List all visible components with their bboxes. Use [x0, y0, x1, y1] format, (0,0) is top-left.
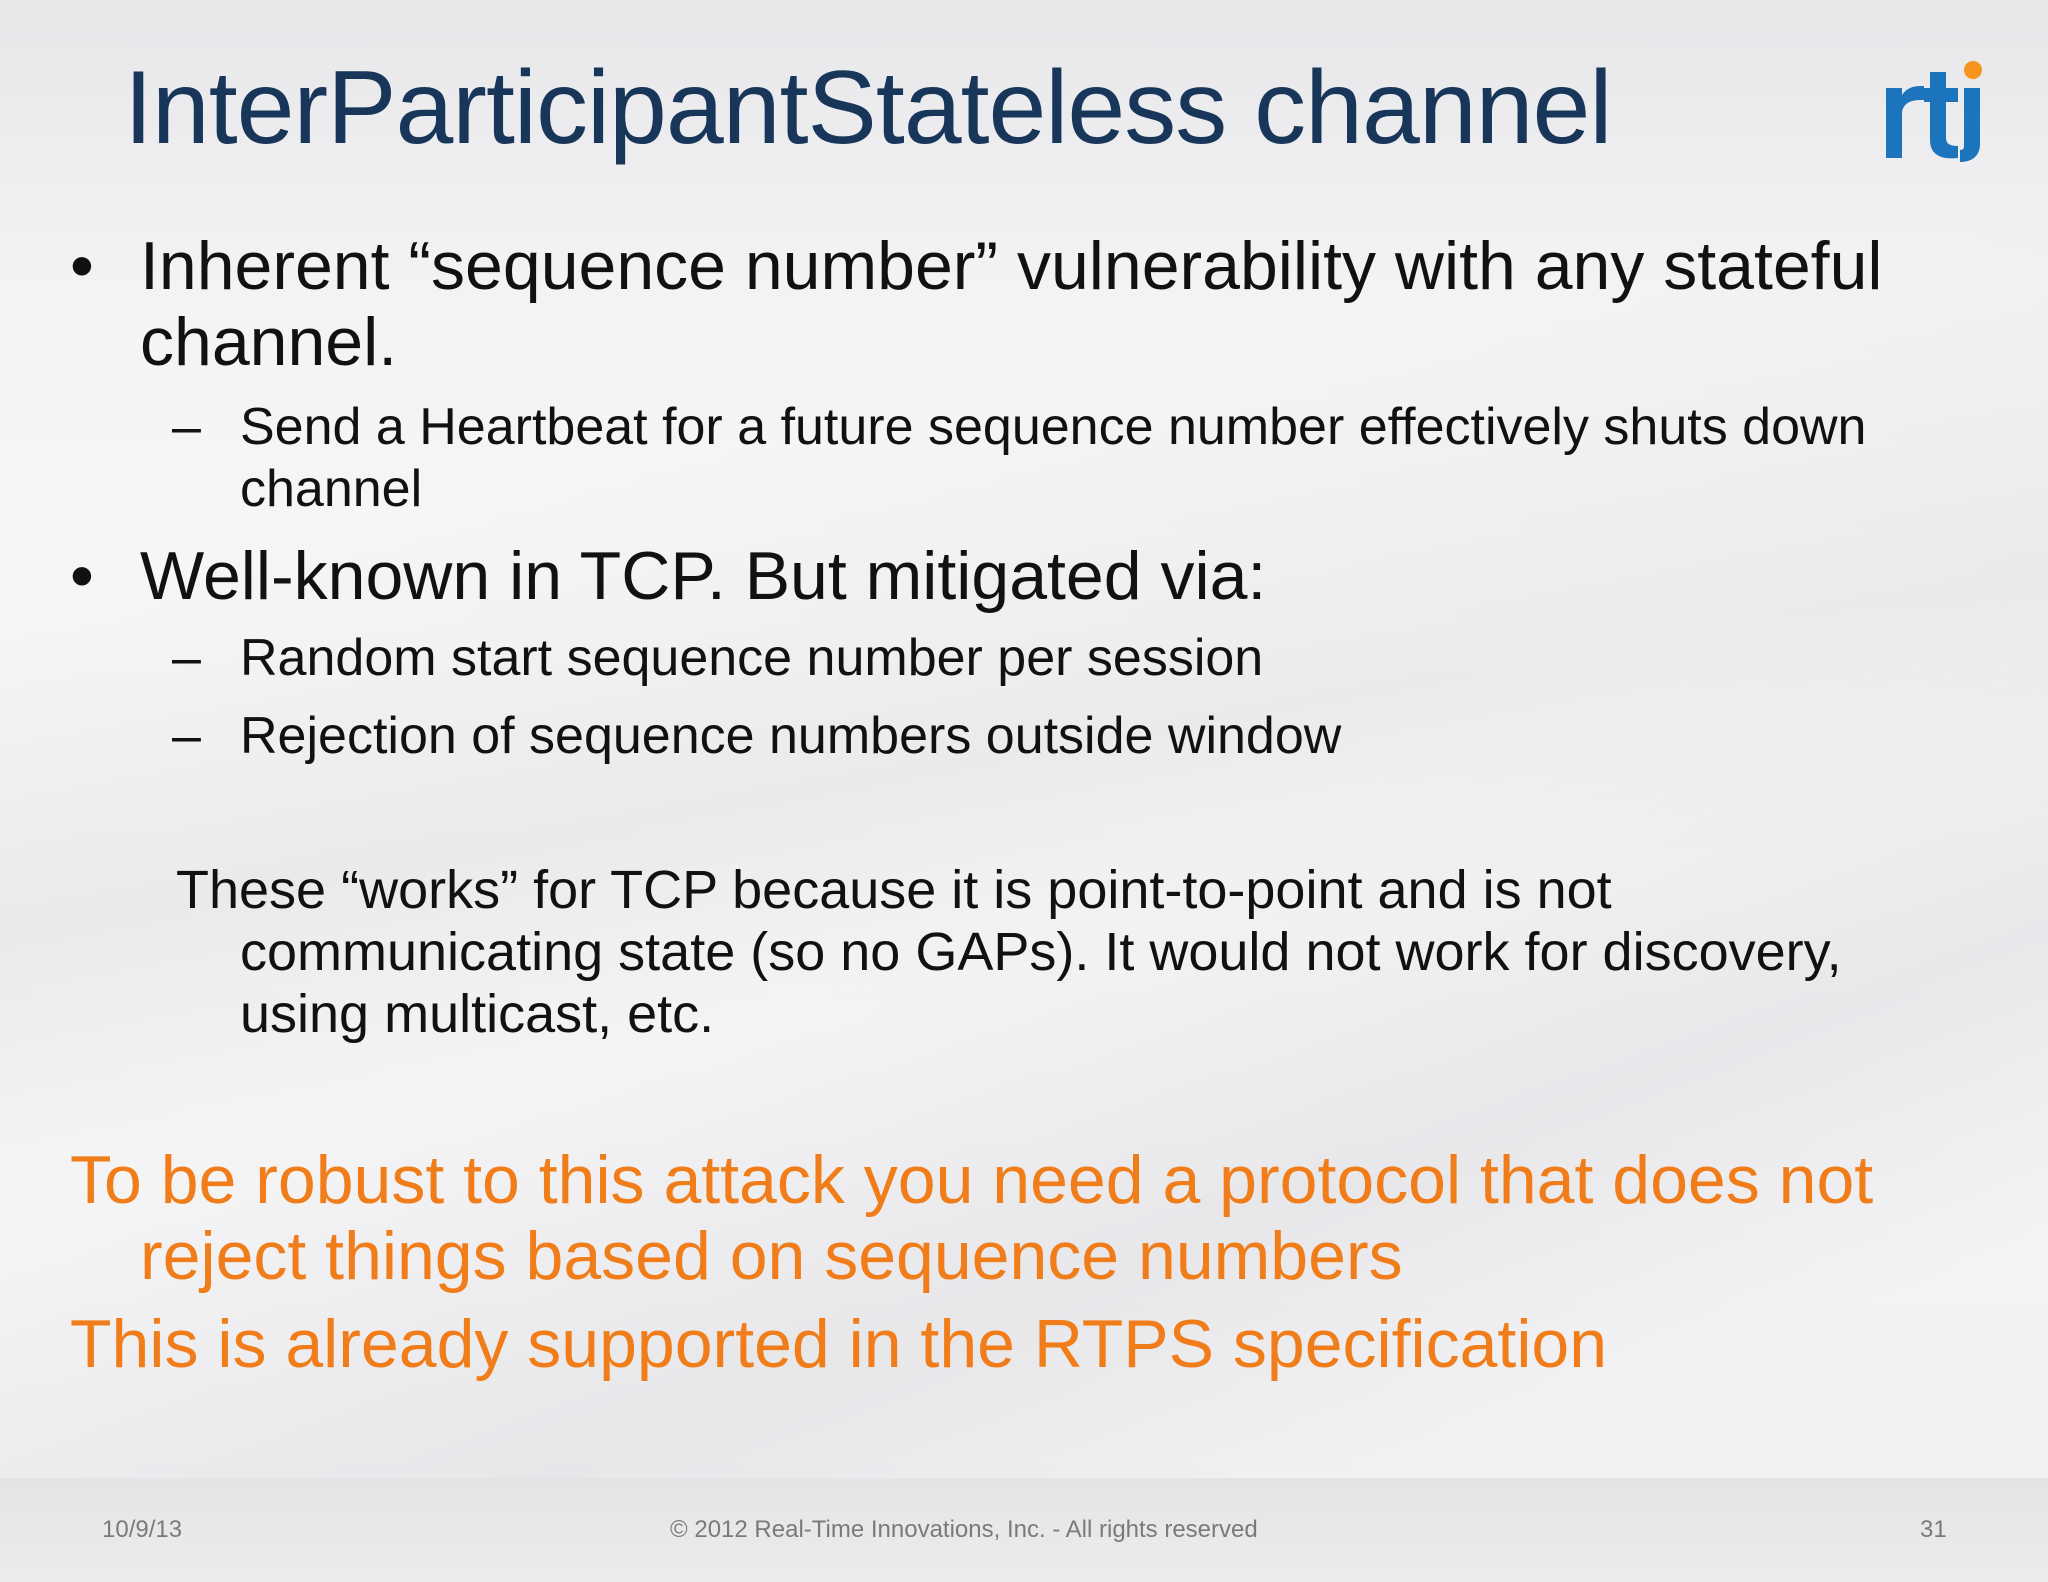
- bullet-glyph: •: [70, 228, 94, 304]
- dash-glyph: –: [172, 707, 201, 765]
- sub-bullet-text: Random start sequence number per session: [240, 629, 1264, 687]
- sub-bullet-item: [172, 396, 1940, 520]
- dash-glyph: –: [172, 398, 201, 456]
- rti-logo: [1880, 58, 1990, 162]
- sub-bullet-text: Send a Heartbeat for a future sequence number effectively shuts down channel: [240, 398, 1867, 518]
- sub-bullet-text: Rejection of sequence numbers outside window: [240, 707, 1342, 765]
- bullet-item: [70, 228, 1960, 380]
- footer-page-number: 31: [1920, 1516, 1947, 1543]
- dash-glyph: –: [172, 629, 201, 687]
- sub-bullet-item: [172, 705, 1940, 767]
- sub-bullet-item: [172, 627, 1940, 689]
- note-paragraph: These “works” for TCP because it is point-to-point and is not communicating state (so no GAPs). It would not work for discovery, using multicast, etc.: [176, 860, 1842, 1044]
- highlight-text: This is already supported in the RTPS specification: [70, 1306, 1608, 1382]
- bullet-text: Well-known in TCP. But mitigated via:: [140, 538, 1267, 614]
- slide-title: InterParticipantStateless channel: [124, 50, 1612, 166]
- footer-date: 10/9/13: [102, 1516, 183, 1543]
- bullet-glyph: •: [70, 538, 94, 614]
- footer-copyright: © 2012 Real-Time Innovations, Inc. - All rights reserved: [670, 1516, 1258, 1543]
- bullet-text: Inherent “sequence number” vulnerability with any stateful channel.: [140, 228, 1883, 380]
- highlight-text: To be robust to this attack you need a protocol that does not reject things based on sequence numbers: [70, 1142, 1874, 1294]
- bullet-item: [70, 538, 1960, 614]
